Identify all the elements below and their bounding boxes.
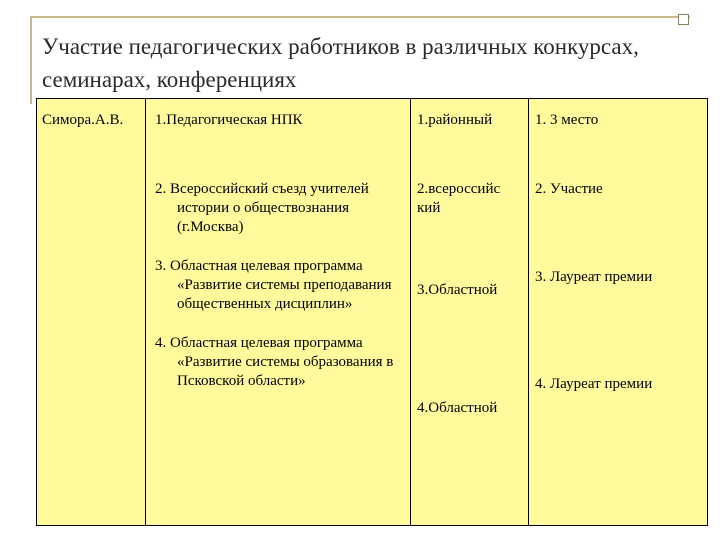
slide-frame-corner-square	[678, 14, 689, 25]
contest-item: 2. Всероссийский съезд учителей истории о обществознания (г.Москва)	[155, 181, 369, 235]
result-item: 4. Лауреат премии	[535, 376, 653, 392]
teacher-name: Симора.А.В.	[42, 112, 124, 128]
contests-cell	[146, 99, 411, 526]
slide-frame-left-line	[30, 16, 32, 104]
levels-cell	[411, 99, 529, 526]
level-item: 4.Областной	[417, 400, 498, 416]
result-item: 2. Участие	[535, 181, 603, 197]
level-item: 1.районный	[417, 112, 493, 128]
slide-title: Участие педагогических работников в различных конкурсах, семинарах, конференциях	[42, 34, 639, 92]
slide-frame-top-line	[30, 16, 690, 18]
level-item: 3.Областной	[417, 282, 498, 298]
level-item: 2.всероссийс кий	[417, 181, 501, 216]
teacher-cell	[37, 99, 146, 526]
results-cell	[529, 99, 708, 526]
contest-item: 3. Областная целевая программа «Развитие системы преподавания общественных дисциплин»	[155, 258, 392, 312]
contest-item: 1.Педагогическая НПК	[155, 112, 303, 128]
result-item: 3. Лауреат премии	[535, 269, 653, 285]
result-item: 1. 3 место	[535, 112, 599, 128]
participation-table	[36, 98, 708, 526]
contest-item: 4. Областная целевая программа «Развитие системы образования в Псковской области»	[155, 335, 394, 389]
